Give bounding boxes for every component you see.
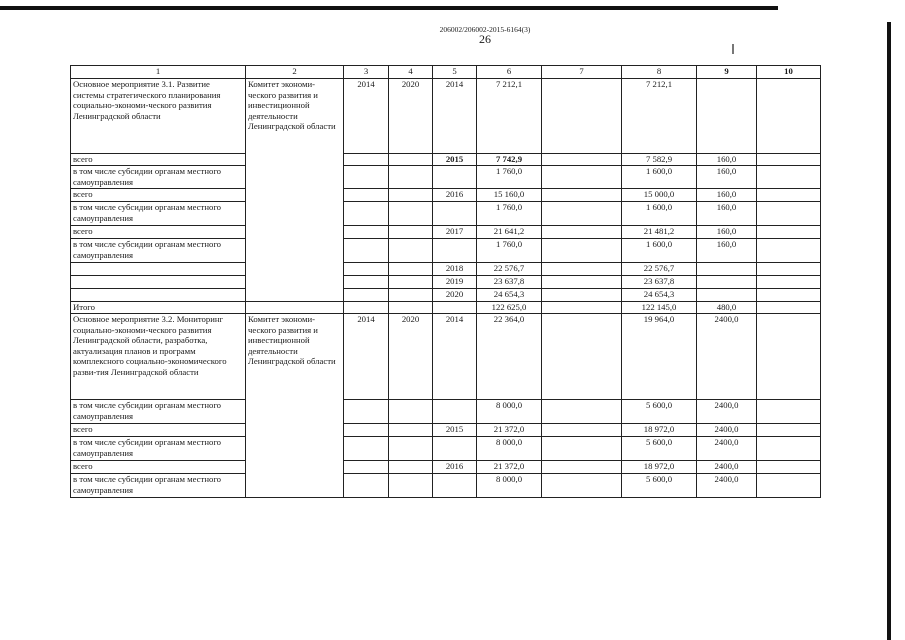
col9-cell: 160,0 xyxy=(697,202,757,226)
start-year-cell xyxy=(344,239,389,263)
row-label: всего xyxy=(71,154,246,166)
row-label xyxy=(71,289,246,302)
total-cell: 1 760,0 xyxy=(477,166,542,189)
end-year-cell xyxy=(389,474,433,498)
total-label: Итого xyxy=(71,302,246,314)
col7-cell xyxy=(542,289,622,302)
col9-cell: 160,0 xyxy=(697,189,757,202)
col10-cell xyxy=(757,400,821,424)
end-year-cell xyxy=(389,424,433,437)
row-label: всего xyxy=(71,189,246,202)
year-cell: 2015 xyxy=(433,154,477,166)
col10-cell xyxy=(757,79,821,154)
total-cell: 8 000,0 xyxy=(477,474,542,498)
col10-cell xyxy=(757,276,821,289)
col10-cell xyxy=(757,461,821,474)
col8-cell: 7 582,9 xyxy=(622,154,697,166)
row-label xyxy=(71,276,246,289)
col9-cell: 160,0 xyxy=(697,226,757,239)
col-num-5: 5 xyxy=(433,66,477,79)
end-year-cell xyxy=(389,239,433,263)
col8-cell: 7 212,1 xyxy=(622,79,697,154)
col10-cell xyxy=(757,226,821,239)
right-border-rule xyxy=(887,22,891,640)
total-cell: 22 364,0 xyxy=(477,314,542,400)
year-cell xyxy=(433,239,477,263)
start-year: 2014 xyxy=(344,79,389,154)
year-cell xyxy=(433,474,477,498)
total-cell: 1 760,0 xyxy=(477,239,542,263)
row-label: всего xyxy=(71,424,246,437)
row-label: в том числе субсидии органам местного самоуправления xyxy=(71,400,246,424)
col7-cell xyxy=(542,166,622,189)
col10-cell xyxy=(757,289,821,302)
col-num-9: 9 xyxy=(697,66,757,79)
table-row xyxy=(71,474,821,498)
col8-cell: 23 637,8 xyxy=(622,276,697,289)
column-number-row xyxy=(71,66,821,79)
col9-cell xyxy=(697,79,757,154)
table-row xyxy=(71,424,821,437)
col-num-6: 6 xyxy=(477,66,542,79)
col9-cell: 160,0 xyxy=(697,239,757,263)
start-year-cell xyxy=(344,461,389,474)
col-num-3: 3 xyxy=(344,66,389,79)
col7-cell xyxy=(542,263,622,276)
scan-mark xyxy=(732,44,734,54)
end-year-cell xyxy=(389,154,433,166)
col10-cell xyxy=(757,424,821,437)
col8-cell: 5 600,0 xyxy=(622,400,697,424)
col9-cell: 2400,0 xyxy=(697,474,757,498)
total-col9: 480,0 xyxy=(697,302,757,314)
col8-cell: 1 600,0 xyxy=(622,166,697,189)
start-year-cell xyxy=(344,202,389,226)
table-row xyxy=(71,461,821,474)
year-cell: 2016 xyxy=(433,189,477,202)
col7-cell xyxy=(542,461,622,474)
col-num-2: 2 xyxy=(246,66,344,79)
total-col10 xyxy=(757,302,821,314)
row-label: в том числе субсидии органам местного самоуправления xyxy=(71,474,246,498)
total-cell: 7 212,1 xyxy=(477,79,542,154)
executor: Комитет экономи-ческого развития и инвестиционной деятельности Ленинградской области xyxy=(246,79,344,302)
col-num-1: 1 xyxy=(71,66,246,79)
year-cell: 2015 xyxy=(433,424,477,437)
start-year-cell xyxy=(344,154,389,166)
col7-cell xyxy=(542,400,622,424)
col-num-8: 8 xyxy=(622,66,697,79)
table-row xyxy=(71,276,821,289)
col10-cell xyxy=(757,474,821,498)
col7-cell xyxy=(542,424,622,437)
year-cell: 2016 xyxy=(433,461,477,474)
start-year: 2014 xyxy=(344,314,389,400)
end-year-cell xyxy=(389,263,433,276)
col10-cell xyxy=(757,263,821,276)
table-body xyxy=(71,66,821,498)
end-year-cell xyxy=(389,461,433,474)
total-cell: 7 742,9 xyxy=(477,154,542,166)
col7-cell xyxy=(542,314,622,400)
end-year: 2020 xyxy=(389,79,433,154)
total-cell: 21 372,0 xyxy=(477,424,542,437)
row-label: всего xyxy=(71,226,246,239)
col8-cell: 5 600,0 xyxy=(622,474,697,498)
col-num-7: 7 xyxy=(542,66,622,79)
year-cell: 2018 xyxy=(433,263,477,276)
col7-cell xyxy=(542,154,622,166)
start-year-cell xyxy=(344,166,389,189)
year-cell: 2020 xyxy=(433,289,477,302)
col8-cell: 5 600,0 xyxy=(622,437,697,461)
total-end-cell xyxy=(389,302,433,314)
col10-cell xyxy=(757,239,821,263)
col8-cell: 15 000,0 xyxy=(622,189,697,202)
row-label: всего xyxy=(71,461,246,474)
total-col7 xyxy=(542,302,622,314)
executor: Комитет экономи-ческого развития и инвестиционной деятельности Ленинградской области xyxy=(246,314,344,498)
col7-cell xyxy=(542,474,622,498)
row-label xyxy=(71,263,246,276)
end-year-cell xyxy=(389,437,433,461)
col-num-10: 10 xyxy=(757,66,821,79)
end-year: 2020 xyxy=(389,314,433,400)
col-num-4: 4 xyxy=(389,66,433,79)
table-row xyxy=(71,400,821,424)
year-cell: 2014 xyxy=(433,314,477,400)
total-cell: 22 576,7 xyxy=(477,263,542,276)
total-cell: 21 372,0 xyxy=(477,461,542,474)
year-cell xyxy=(433,166,477,189)
total-cell: 1 760,0 xyxy=(477,202,542,226)
total-cell: 23 637,8 xyxy=(477,276,542,289)
total-executor-cell xyxy=(246,302,344,314)
end-year-cell xyxy=(389,400,433,424)
year-cell: 2017 xyxy=(433,226,477,239)
col7-cell xyxy=(542,276,622,289)
col9-cell: 160,0 xyxy=(697,154,757,166)
total-cell: 15 160,0 xyxy=(477,189,542,202)
row-label: в том числе субсидии органам местного самоуправления xyxy=(71,437,246,461)
col9-cell: 2400,0 xyxy=(697,314,757,400)
end-year-cell xyxy=(389,276,433,289)
table-row xyxy=(71,202,821,226)
col8-cell: 1 600,0 xyxy=(622,239,697,263)
year-cell xyxy=(433,400,477,424)
col10-cell xyxy=(757,202,821,226)
end-year-cell xyxy=(389,202,433,226)
col7-cell xyxy=(542,79,622,154)
col7-cell xyxy=(542,226,622,239)
total-col8: 122 145,0 xyxy=(622,302,697,314)
col9-cell: 2400,0 xyxy=(697,437,757,461)
col9-cell: 2400,0 xyxy=(697,461,757,474)
col10-cell xyxy=(757,166,821,189)
col9-cell xyxy=(697,276,757,289)
measure-title: Основное мероприятие 3.2. Мониторинг социально-экономи-ческого развития Ленинградской области, разработка, актуализация планов и программ комплексного социально-экономического разви-тия Ленинградской области xyxy=(71,314,246,400)
total-cell: 8 000,0 xyxy=(477,437,542,461)
total-row xyxy=(71,302,821,314)
col8-cell: 22 576,7 xyxy=(622,263,697,276)
col10-cell xyxy=(757,314,821,400)
start-year-cell xyxy=(344,276,389,289)
row-label: в том числе субсидии органам местного самоуправления xyxy=(71,239,246,263)
table-row xyxy=(71,289,821,302)
total-cell: 24 654,3 xyxy=(477,289,542,302)
table-row xyxy=(71,314,821,400)
col9-cell xyxy=(697,289,757,302)
col8-cell: 18 972,0 xyxy=(622,424,697,437)
table-row xyxy=(71,189,821,202)
table-row xyxy=(71,166,821,189)
year-cell: 2019 xyxy=(433,276,477,289)
year-cell: 2014 xyxy=(433,79,477,154)
start-year-cell xyxy=(344,437,389,461)
start-year-cell xyxy=(344,189,389,202)
col8-cell: 19 964,0 xyxy=(622,314,697,400)
end-year-cell xyxy=(389,289,433,302)
row-label: в том числе субсидии органам местного самоуправления xyxy=(71,202,246,226)
col10-cell xyxy=(757,189,821,202)
total-start-cell xyxy=(344,302,389,314)
col8-cell: 24 654,3 xyxy=(622,289,697,302)
program-table xyxy=(70,65,821,498)
col9-cell xyxy=(697,263,757,276)
start-year-cell xyxy=(344,263,389,276)
col10-cell xyxy=(757,437,821,461)
table-row xyxy=(71,263,821,276)
start-year-cell xyxy=(344,400,389,424)
col8-cell: 18 972,0 xyxy=(622,461,697,474)
col9-cell: 2400,0 xyxy=(697,424,757,437)
table-row xyxy=(71,226,821,239)
col8-cell: 1 600,0 xyxy=(622,202,697,226)
start-year-cell xyxy=(344,424,389,437)
col7-cell xyxy=(542,189,622,202)
table-row xyxy=(71,154,821,166)
start-year-cell xyxy=(344,226,389,239)
end-year-cell xyxy=(389,189,433,202)
col7-cell xyxy=(542,437,622,461)
page-number: 26 xyxy=(479,32,491,46)
document-code: 206002/206002-2015-6164(3) xyxy=(439,25,531,34)
total-cell: 21 641,2 xyxy=(477,226,542,239)
row-label: в том числе субсидии органам местного самоуправления xyxy=(71,166,246,189)
year-cell xyxy=(433,202,477,226)
col7-cell xyxy=(542,202,622,226)
col7-cell xyxy=(542,239,622,263)
col10-cell xyxy=(757,154,821,166)
col8-cell: 21 481,2 xyxy=(622,226,697,239)
start-year-cell xyxy=(344,289,389,302)
total-cell: 8 000,0 xyxy=(477,400,542,424)
top-border-rule xyxy=(0,6,778,10)
table-row xyxy=(71,437,821,461)
end-year-cell xyxy=(389,226,433,239)
col9-cell: 160,0 xyxy=(697,166,757,189)
total-year-cell xyxy=(433,302,477,314)
col9-cell: 2400,0 xyxy=(697,400,757,424)
measure-title: Основное мероприятие 3.1. Развитие системы стратегического планирования социально-экономи-ческого развития Ленинградской области xyxy=(71,79,246,154)
end-year-cell xyxy=(389,166,433,189)
table-row xyxy=(71,79,821,154)
start-year-cell xyxy=(344,474,389,498)
grand-total: 122 625,0 xyxy=(477,302,542,314)
table-row xyxy=(71,239,821,263)
year-cell xyxy=(433,437,477,461)
